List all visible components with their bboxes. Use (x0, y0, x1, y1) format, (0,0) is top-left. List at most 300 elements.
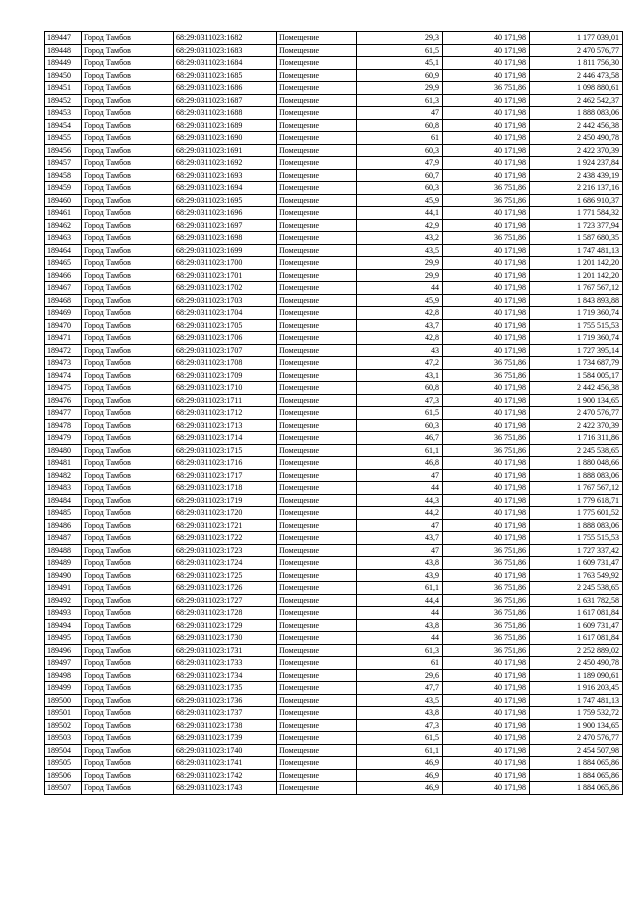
row-id-cell: 189457 (45, 157, 82, 170)
area-cell: 45,1 (357, 57, 443, 70)
cadastral-number-cell: 68:29:0311023:1735 (174, 682, 277, 695)
table-row (45, 157, 623, 170)
area-cell: 60,3 (357, 182, 443, 195)
price-per-unit-cell: 40 171,98 (443, 394, 530, 407)
row-id-cell: 189454 (45, 119, 82, 132)
area-cell: 29,3 (357, 32, 443, 45)
area-cell: 44 (357, 482, 443, 495)
object-type-cell: Помещение (277, 169, 357, 182)
cadastral-number-cell: 68:29:0311023:1733 (174, 657, 277, 670)
price-per-unit-cell: 36 751,86 (443, 619, 530, 632)
cadastral-number-cell: 68:29:0311023:1716 (174, 457, 277, 470)
object-type-cell: Помещение (277, 494, 357, 507)
row-id-cell: 189448 (45, 44, 82, 57)
city-cell: Город Тамбов (82, 582, 174, 595)
table-row (45, 357, 623, 370)
cadastral-number-cell: 68:29:0311023:1725 (174, 569, 277, 582)
price-per-unit-cell: 40 171,98 (443, 94, 530, 107)
row-id-cell: 189478 (45, 419, 82, 432)
object-type-cell: Помещение (277, 732, 357, 745)
object-type-cell: Помещение (277, 244, 357, 257)
cadastral-value-cell: 1 587 680,35 (530, 232, 623, 245)
area-cell: 60,8 (357, 119, 443, 132)
cadastral-number-cell: 68:29:0311023:1683 (174, 44, 277, 57)
cadastral-number-cell: 68:29:0311023:1699 (174, 244, 277, 257)
city-cell: Город Тамбов (82, 394, 174, 407)
cadastral-number-cell: 68:29:0311023:1704 (174, 307, 277, 320)
area-cell: 47,3 (357, 394, 443, 407)
price-per-unit-cell: 40 171,98 (443, 157, 530, 170)
table-row (45, 244, 623, 257)
city-cell: Город Тамбов (82, 757, 174, 770)
row-id-cell: 189467 (45, 282, 82, 295)
row-id-cell: 189483 (45, 482, 82, 495)
table-body (45, 32, 623, 795)
cadastral-number-cell: 68:29:0311023:1730 (174, 632, 277, 645)
row-id-cell: 189458 (45, 169, 82, 182)
property-table (44, 31, 623, 795)
object-type-cell: Помещение (277, 632, 357, 645)
object-type-cell: Помещение (277, 407, 357, 420)
table-row (45, 407, 623, 420)
cadastral-value-cell: 2 442 456,38 (530, 382, 623, 395)
cadastral-value-cell: 1 767 567,12 (530, 282, 623, 295)
table-row (45, 344, 623, 357)
table-row (45, 482, 623, 495)
price-per-unit-cell: 36 751,86 (443, 582, 530, 595)
cadastral-number-cell: 68:29:0311023:1717 (174, 469, 277, 482)
city-cell: Город Тамбов (82, 457, 174, 470)
table-row (45, 169, 623, 182)
area-cell: 47 (357, 519, 443, 532)
cadastral-value-cell: 2 438 439,19 (530, 169, 623, 182)
cadastral-number-cell: 68:29:0311023:1701 (174, 269, 277, 282)
area-cell: 42,9 (357, 219, 443, 232)
cadastral-number-cell: 68:29:0311023:1724 (174, 557, 277, 570)
cadastral-value-cell: 2 450 490,78 (530, 657, 623, 670)
object-type-cell: Помещение (277, 182, 357, 195)
table-row (45, 619, 623, 632)
price-per-unit-cell: 40 171,98 (443, 569, 530, 582)
area-cell: 44 (357, 282, 443, 295)
area-cell: 60,8 (357, 382, 443, 395)
price-per-unit-cell: 40 171,98 (443, 694, 530, 707)
area-cell: 61,5 (357, 407, 443, 420)
cadastral-value-cell: 1 755 515,53 (530, 319, 623, 332)
city-cell: Город Тамбов (82, 469, 174, 482)
row-id-cell: 189498 (45, 669, 82, 682)
city-cell: Город Тамбов (82, 432, 174, 445)
city-cell: Город Тамбов (82, 307, 174, 320)
area-cell: 60,7 (357, 169, 443, 182)
city-cell: Город Тамбов (82, 507, 174, 520)
city-cell: Город Тамбов (82, 357, 174, 370)
price-per-unit-cell: 40 171,98 (443, 494, 530, 507)
object-type-cell: Помещение (277, 94, 357, 107)
cadastral-number-cell: 68:29:0311023:1714 (174, 432, 277, 445)
price-per-unit-cell: 40 171,98 (443, 207, 530, 220)
row-id-cell: 189489 (45, 557, 82, 570)
cadastral-value-cell: 1 734 687,79 (530, 357, 623, 370)
city-cell: Город Тамбов (82, 419, 174, 432)
price-per-unit-cell: 36 751,86 (443, 594, 530, 607)
area-cell: 44,2 (357, 507, 443, 520)
city-cell: Город Тамбов (82, 407, 174, 420)
table-row (45, 732, 623, 745)
cadastral-value-cell: 1 177 039,01 (530, 32, 623, 45)
cadastral-value-cell: 1 609 731,47 (530, 557, 623, 570)
area-cell: 46,9 (357, 769, 443, 782)
price-per-unit-cell: 40 171,98 (443, 307, 530, 320)
cadastral-value-cell: 1 779 618,71 (530, 494, 623, 507)
object-type-cell: Помещение (277, 382, 357, 395)
object-type-cell: Помещение (277, 657, 357, 670)
object-type-cell: Помещение (277, 44, 357, 57)
price-per-unit-cell: 36 751,86 (443, 644, 530, 657)
city-cell: Город Тамбов (82, 494, 174, 507)
row-id-cell: 189494 (45, 619, 82, 632)
cadastral-number-cell: 68:29:0311023:1700 (174, 257, 277, 270)
area-cell: 61,3 (357, 644, 443, 657)
price-per-unit-cell: 40 171,98 (443, 419, 530, 432)
cadastral-number-cell: 68:29:0311023:1684 (174, 57, 277, 70)
cadastral-number-cell: 68:29:0311023:1712 (174, 407, 277, 420)
city-cell: Город Тамбов (82, 269, 174, 282)
area-cell: 47,3 (357, 719, 443, 732)
city-cell: Город Тамбов (82, 332, 174, 345)
price-per-unit-cell: 36 751,86 (443, 194, 530, 207)
cadastral-number-cell: 68:29:0311023:1694 (174, 182, 277, 195)
cadastral-value-cell: 1 747 481,13 (530, 694, 623, 707)
cadastral-number-cell: 68:29:0311023:1734 (174, 669, 277, 682)
cadastral-number-cell: 68:29:0311023:1718 (174, 482, 277, 495)
cadastral-number-cell: 68:29:0311023:1742 (174, 769, 277, 782)
city-cell: Город Тамбов (82, 32, 174, 45)
price-per-unit-cell: 40 171,98 (443, 319, 530, 332)
row-id-cell: 189492 (45, 594, 82, 607)
price-per-unit-cell: 40 171,98 (443, 382, 530, 395)
object-type-cell: Помещение (277, 57, 357, 70)
area-cell: 43,8 (357, 619, 443, 632)
cadastral-value-cell: 2 454 507,98 (530, 744, 623, 757)
row-id-cell: 189486 (45, 519, 82, 532)
table-row (45, 532, 623, 545)
object-type-cell: Помещение (277, 132, 357, 145)
area-cell: 47,7 (357, 682, 443, 695)
city-cell: Город Тамбов (82, 157, 174, 170)
area-cell: 46,9 (357, 782, 443, 795)
cadastral-value-cell: 1 617 081,84 (530, 607, 623, 620)
table-row (45, 782, 623, 795)
price-per-unit-cell: 40 171,98 (443, 457, 530, 470)
row-id-cell: 189496 (45, 644, 82, 657)
cadastral-number-cell: 68:29:0311023:1720 (174, 507, 277, 520)
area-cell: 44,4 (357, 594, 443, 607)
price-per-unit-cell: 40 171,98 (443, 219, 530, 232)
city-cell: Город Тамбов (82, 482, 174, 495)
row-id-cell: 189455 (45, 132, 82, 145)
table-row (45, 494, 623, 507)
table-row (45, 594, 623, 607)
cadastral-value-cell: 2 422 370,39 (530, 144, 623, 157)
area-cell: 47,9 (357, 157, 443, 170)
cadastral-value-cell: 1 755 515,53 (530, 532, 623, 545)
price-per-unit-cell: 36 751,86 (443, 182, 530, 195)
area-cell: 47 (357, 107, 443, 120)
cadastral-value-cell: 1 900 134,65 (530, 719, 623, 732)
row-id-cell: 189499 (45, 682, 82, 695)
area-cell: 61,1 (357, 582, 443, 595)
price-per-unit-cell: 36 751,86 (443, 444, 530, 457)
city-cell: Город Тамбов (82, 707, 174, 720)
table-row (45, 194, 623, 207)
cadastral-value-cell: 2 470 576,77 (530, 732, 623, 745)
area-cell: 29,9 (357, 82, 443, 95)
object-type-cell: Помещение (277, 582, 357, 595)
city-cell: Город Тамбов (82, 257, 174, 270)
price-per-unit-cell: 40 171,98 (443, 244, 530, 257)
price-per-unit-cell: 36 751,86 (443, 607, 530, 620)
cadastral-value-cell: 1 888 083,06 (530, 469, 623, 482)
row-id-cell: 189504 (45, 744, 82, 757)
area-cell: 43,8 (357, 557, 443, 570)
price-per-unit-cell: 40 171,98 (443, 669, 530, 682)
cadastral-number-cell: 68:29:0311023:1723 (174, 544, 277, 557)
cadastral-number-cell: 68:29:0311023:1696 (174, 207, 277, 220)
table-row (45, 82, 623, 95)
price-per-unit-cell: 40 171,98 (443, 682, 530, 695)
city-cell: Город Тамбов (82, 769, 174, 782)
price-per-unit-cell: 36 751,86 (443, 632, 530, 645)
row-id-cell: 189471 (45, 332, 82, 345)
cadastral-number-cell: 68:29:0311023:1682 (174, 32, 277, 45)
row-id-cell: 189475 (45, 382, 82, 395)
row-id-cell: 189473 (45, 357, 82, 370)
cadastral-value-cell: 1 631 782,58 (530, 594, 623, 607)
price-per-unit-cell: 40 171,98 (443, 469, 530, 482)
object-type-cell: Помещение (277, 532, 357, 545)
price-per-unit-cell: 40 171,98 (443, 257, 530, 270)
table-row (45, 57, 623, 70)
cadastral-value-cell: 2 442 456,38 (530, 119, 623, 132)
area-cell: 60,3 (357, 144, 443, 157)
table-row (45, 269, 623, 282)
cadastral-number-cell: 68:29:0311023:1738 (174, 719, 277, 732)
cadastral-number-cell: 68:29:0311023:1703 (174, 294, 277, 307)
cadastral-number-cell: 68:29:0311023:1697 (174, 219, 277, 232)
cadastral-number-cell: 68:29:0311023:1739 (174, 732, 277, 745)
price-per-unit-cell: 40 171,98 (443, 144, 530, 157)
table-row (45, 694, 623, 707)
area-cell: 61 (357, 132, 443, 145)
cadastral-value-cell: 1 811 756,30 (530, 57, 623, 70)
object-type-cell: Помещение (277, 507, 357, 520)
object-type-cell: Помещение (277, 144, 357, 157)
table-row (45, 582, 623, 595)
row-id-cell: 189465 (45, 257, 82, 270)
price-per-unit-cell: 40 171,98 (443, 757, 530, 770)
area-cell: 43,7 (357, 319, 443, 332)
city-cell: Город Тамбов (82, 294, 174, 307)
cadastral-value-cell: 1 189 090,61 (530, 669, 623, 682)
object-type-cell: Помещение (277, 207, 357, 220)
cadastral-value-cell: 1 609 731,47 (530, 619, 623, 632)
city-cell: Город Тамбов (82, 594, 174, 607)
row-id-cell: 189451 (45, 82, 82, 95)
cadastral-value-cell: 1 723 377,94 (530, 219, 623, 232)
table-row (45, 282, 623, 295)
table-row (45, 432, 623, 445)
price-per-unit-cell: 36 751,86 (443, 232, 530, 245)
table-row (45, 44, 623, 57)
row-id-cell: 189488 (45, 544, 82, 557)
city-cell: Город Тамбов (82, 607, 174, 620)
table-row (45, 382, 623, 395)
price-per-unit-cell: 36 751,86 (443, 369, 530, 382)
price-per-unit-cell: 40 171,98 (443, 69, 530, 82)
city-cell: Город Тамбов (82, 94, 174, 107)
cadastral-number-cell: 68:29:0311023:1692 (174, 157, 277, 170)
object-type-cell: Помещение (277, 32, 357, 45)
area-cell: 44 (357, 632, 443, 645)
table-row (45, 457, 623, 470)
cadastral-number-cell: 68:29:0311023:1710 (174, 382, 277, 395)
area-cell: 43,2 (357, 232, 443, 245)
cadastral-value-cell: 2 422 370,39 (530, 419, 623, 432)
area-cell: 29,9 (357, 257, 443, 270)
area-cell: 29,6 (357, 669, 443, 682)
cadastral-number-cell: 68:29:0311023:1715 (174, 444, 277, 457)
city-cell: Город Тамбов (82, 657, 174, 670)
object-type-cell: Помещение (277, 307, 357, 320)
table-row (45, 769, 623, 782)
cadastral-number-cell: 68:29:0311023:1686 (174, 82, 277, 95)
city-cell: Город Тамбов (82, 132, 174, 145)
object-type-cell: Помещение (277, 69, 357, 82)
area-cell: 61,3 (357, 94, 443, 107)
row-id-cell: 189490 (45, 569, 82, 582)
cadastral-number-cell: 68:29:0311023:1689 (174, 119, 277, 132)
area-cell: 44 (357, 607, 443, 620)
table-row (45, 232, 623, 245)
table-row (45, 394, 623, 407)
cadastral-number-cell: 68:29:0311023:1737 (174, 707, 277, 720)
cadastral-value-cell: 2 470 576,77 (530, 407, 623, 420)
row-id-cell: 189479 (45, 432, 82, 445)
cadastral-number-cell: 68:29:0311023:1709 (174, 369, 277, 382)
row-id-cell: 189472 (45, 344, 82, 357)
table-row (45, 632, 623, 645)
area-cell: 45,9 (357, 194, 443, 207)
object-type-cell: Помещение (277, 757, 357, 770)
city-cell: Город Тамбов (82, 569, 174, 582)
table-row (45, 319, 623, 332)
row-id-cell: 189507 (45, 782, 82, 795)
area-cell: 61,1 (357, 444, 443, 457)
row-id-cell: 189469 (45, 307, 82, 320)
row-id-cell: 189466 (45, 269, 82, 282)
cadastral-value-cell: 1 719 360,74 (530, 307, 623, 320)
row-id-cell: 189477 (45, 407, 82, 420)
cadastral-number-cell: 68:29:0311023:1685 (174, 69, 277, 82)
object-type-cell: Помещение (277, 269, 357, 282)
table-row (45, 219, 623, 232)
row-id-cell: 189495 (45, 632, 82, 645)
price-per-unit-cell: 40 171,98 (443, 344, 530, 357)
row-id-cell: 189463 (45, 232, 82, 245)
table-row (45, 719, 623, 732)
cadastral-number-cell: 68:29:0311023:1690 (174, 132, 277, 145)
cadastral-number-cell: 68:29:0311023:1743 (174, 782, 277, 795)
object-type-cell: Помещение (277, 282, 357, 295)
city-cell: Город Тамбов (82, 44, 174, 57)
table-row (45, 607, 623, 620)
row-id-cell: 189505 (45, 757, 82, 770)
cadastral-value-cell: 1 771 584,32 (530, 207, 623, 220)
cadastral-value-cell: 2 252 889,02 (530, 644, 623, 657)
object-type-cell: Помещение (277, 319, 357, 332)
price-per-unit-cell: 36 751,86 (443, 544, 530, 557)
object-type-cell: Помещение (277, 394, 357, 407)
row-id-cell: 189497 (45, 657, 82, 670)
row-id-cell: 189481 (45, 457, 82, 470)
cadastral-value-cell: 1 767 567,12 (530, 482, 623, 495)
city-cell: Город Тамбов (82, 69, 174, 82)
row-id-cell: 189491 (45, 582, 82, 595)
city-cell: Город Тамбов (82, 344, 174, 357)
area-cell: 60,3 (357, 419, 443, 432)
table-row (45, 207, 623, 220)
area-cell: 47,2 (357, 357, 443, 370)
table-row (45, 707, 623, 720)
object-type-cell: Помещение (277, 669, 357, 682)
price-per-unit-cell: 40 171,98 (443, 707, 530, 720)
price-per-unit-cell: 40 171,98 (443, 719, 530, 732)
object-type-cell: Помещение (277, 332, 357, 345)
cadastral-number-cell: 68:29:0311023:1687 (174, 94, 277, 107)
cadastral-value-cell: 2 450 490,78 (530, 132, 623, 145)
city-cell: Город Тамбов (82, 444, 174, 457)
cadastral-number-cell: 68:29:0311023:1705 (174, 319, 277, 332)
area-cell: 45,9 (357, 294, 443, 307)
row-id-cell: 189468 (45, 294, 82, 307)
price-per-unit-cell: 40 171,98 (443, 44, 530, 57)
table-row (45, 557, 623, 570)
table-row (45, 369, 623, 382)
city-cell: Город Тамбов (82, 107, 174, 120)
price-per-unit-cell: 40 171,98 (443, 732, 530, 745)
table-row (45, 544, 623, 557)
table-row (45, 657, 623, 670)
object-type-cell: Помещение (277, 219, 357, 232)
area-cell: 46,8 (357, 457, 443, 470)
price-per-unit-cell: 40 171,98 (443, 282, 530, 295)
price-per-unit-cell: 40 171,98 (443, 57, 530, 70)
cadastral-number-cell: 68:29:0311023:1691 (174, 144, 277, 157)
table-row (45, 444, 623, 457)
area-cell: 47 (357, 544, 443, 557)
object-type-cell: Помещение (277, 469, 357, 482)
cadastral-number-cell: 68:29:0311023:1721 (174, 519, 277, 532)
cadastral-number-cell: 68:29:0311023:1693 (174, 169, 277, 182)
row-id-cell: 189502 (45, 719, 82, 732)
city-cell: Город Тамбов (82, 719, 174, 732)
area-cell: 61 (357, 657, 443, 670)
table-row (45, 119, 623, 132)
table-row (45, 682, 623, 695)
price-per-unit-cell: 40 171,98 (443, 769, 530, 782)
price-per-unit-cell: 40 171,98 (443, 507, 530, 520)
